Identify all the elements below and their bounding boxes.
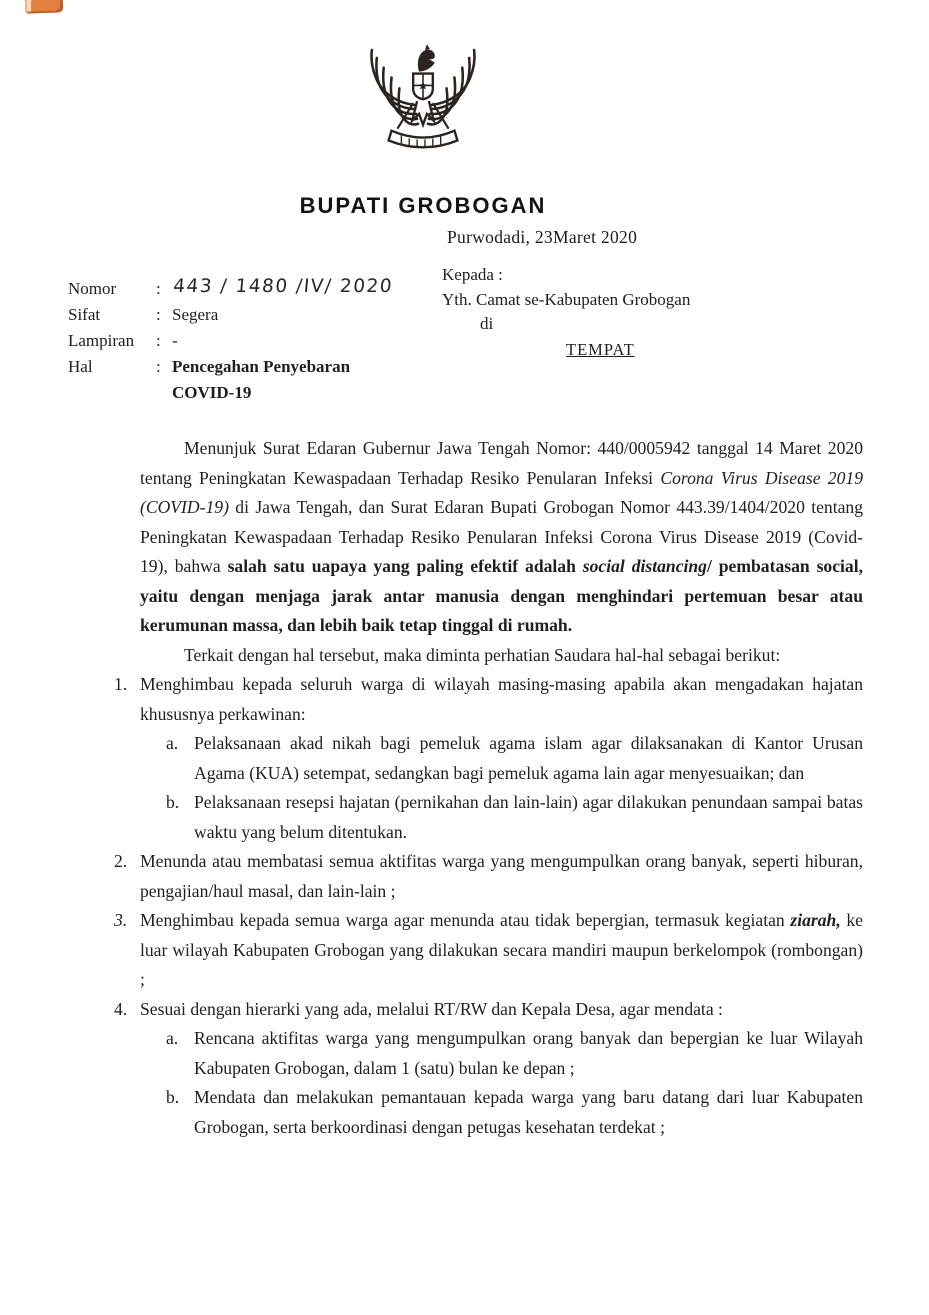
recipient-addressee: Yth. Camat se-Kabupaten Grobogan <box>442 289 691 309</box>
place-date: Purwodadi, 23Maret 2020 <box>447 227 638 247</box>
meta-row-sifat <box>68 302 392 328</box>
list-item-2 <box>114 847 863 906</box>
meta-label-nomor: Nomor <box>68 279 117 298</box>
letterhead-title: BUPATI GROBOGAN <box>299 193 547 218</box>
sub-item-1b <box>166 788 863 847</box>
meta-colon: : <box>156 279 161 298</box>
hal-value: Pencegahan Penyebaran <box>172 357 351 376</box>
letter-body <box>114 434 863 1142</box>
lampiran-value: - <box>172 331 178 350</box>
list-number: 2. <box>114 851 128 871</box>
recipient-block <box>442 263 690 362</box>
list-item-3 <box>114 906 863 995</box>
sub-item-4b <box>166 1083 863 1142</box>
sub-item-4a <box>166 1024 863 1083</box>
sifat-value: Segera <box>172 305 219 324</box>
hal-value-line2: COVID-19 <box>172 383 252 402</box>
sub-item-text: Rencana aktifitas warga yang mengumpulkan orang banyak dan bepergian ke luar Wilayah Kabupaten Grobogan, dalam 1 (satu) bulan ke depan ; <box>194 1028 863 1078</box>
list-item-4 <box>114 995 863 1143</box>
meta-label-lampiran: Lampiran <box>68 331 135 350</box>
body-paragraph-1: Menunjuk Surat Edaran Gubernur Jawa Tengah Nomor: 440/0005942 tanggal 14 Maret 2020 tentang Peningkatan Kewaspadaan Terhadap Resiko Penularan Infeksi Corona Virus Disease 2019 (COVID-19) di Jawa Tengah, dan Surat Edaran Bupati Grobogan Nomor 443.39/1404/2020 tentang Peningkatan Kewaspadaan Terhadap Resiko Penularan Infeksi Corona Virus Disease 2019 (Covid-19), bahwa salah satu uapaya yang paling efektif adalah social distancing/ pembatasan social, yaitu dengan menjaga jarak antar manusia dengan menghindari pertemuan besar atau kerumunan massa, dan lebih baik tetap tinggal di rumah. <box>140 438 863 635</box>
sub-item-text: Mendata dan melakukan pemantauan kepada warga yang baru datang dari luar Kabupaten Grobogan, serta berkoordinasi dengan petugas kesehatan terdekat ; <box>194 1087 863 1137</box>
list-number: 3. <box>114 910 128 930</box>
sub-item-letter: a. <box>166 733 179 753</box>
list-item-text: Sesuai dengan hierarki yang ada, melalui RT/RW dan Kepala Desa, agar mendata : <box>140 998 723 1019</box>
list-item-1 <box>114 670 863 847</box>
body-paragraph-2: Terkait dengan hal tersebut, maka diminta perhatian Saudara hal-hal sebagai berikut: <box>184 644 781 665</box>
meta-row-lampiran <box>68 328 392 354</box>
sub-item-letter: b. <box>166 792 180 812</box>
meta-label-sifat: Sifat <box>68 305 101 324</box>
list-number: 1. <box>114 674 128 694</box>
list-item-text: Menghimbau kepada semua warga agar menunda atau tidak bepergian, termasuk kegiatan ziarah, ke luar wilayah Kabupaten Grobogan yang dilakukan secara mandiri maupun berkelompok (rombongan) ; <box>140 910 863 989</box>
torn-sticker-smudge <box>25 0 64 14</box>
garuda-pancasila-emblem-icon <box>364 42 482 183</box>
recipient-kepada: Kepada : <box>442 265 503 284</box>
list-number: 4. <box>114 998 128 1019</box>
recipient-di: di <box>480 314 494 333</box>
meta-colon: : <box>156 357 161 376</box>
sub-item-text: Pelaksanaan akad nikah bagi pemeluk agama islam agar dilaksanakan di Kantor Urusan Agama (KUA) setempat, sedangkan bagi pemeluk agama lain agar menyesuaikan; dan <box>194 733 863 783</box>
nomor-value-handwritten: 443 / 1480 /IV/ 2020 <box>172 276 394 297</box>
meta-label-hal: Hal <box>68 357 93 376</box>
meta-row-hal <box>68 354 392 380</box>
recipient-tempat: TEMPAT <box>566 339 635 359</box>
letterhead <box>0 42 846 219</box>
list-item-text: Menghimbau kepada seluruh warga di wilayah masing-masing apabila akan mengadakan hajatan khususnya perkawinan: <box>140 674 863 724</box>
list-item-text: Menunda atau membatasi semua aktifitas warga yang mengumpulkan orang banyak, seperti hiburan, pengajian/haul masal, dan lain-lain ; <box>140 851 863 901</box>
meta-colon: : <box>156 305 161 324</box>
meta-colon: : <box>156 331 161 350</box>
letter-meta <box>68 276 392 406</box>
sub-item-letter: a. <box>166 1028 179 1048</box>
meta-row-nomor <box>68 276 392 302</box>
sub-item-text: Pelaksanaan resepsi hajatan (pernikahan dan lain-lain) agar dilakukan penundaan sampai batas waktu yang belum ditentukan. <box>194 792 863 842</box>
sub-item-1a <box>166 729 863 788</box>
sub-item-letter: b. <box>166 1087 180 1107</box>
